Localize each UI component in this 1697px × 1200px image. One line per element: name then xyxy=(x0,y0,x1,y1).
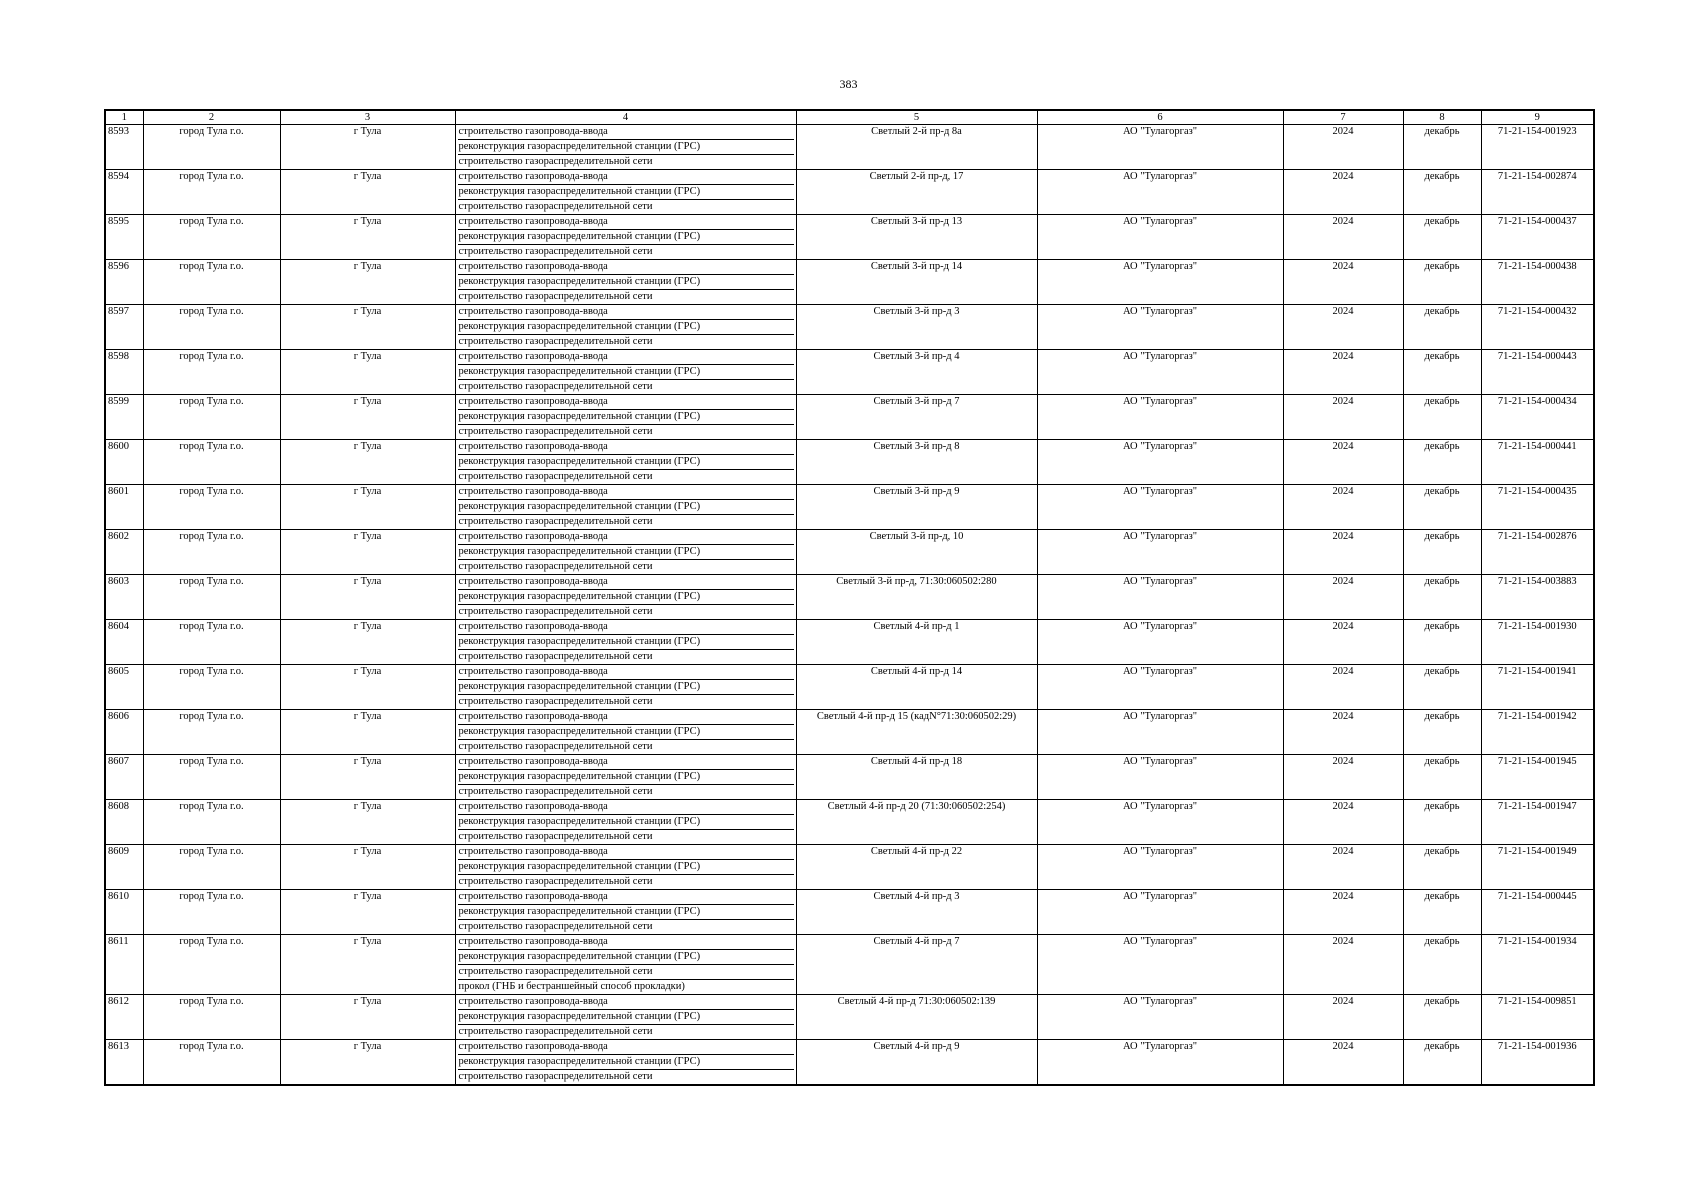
table-row xyxy=(105,575,1594,620)
locality-cell: г Тула xyxy=(280,395,455,440)
table-row xyxy=(105,710,1594,755)
address-cell: Светлый 3-й пр-д 8 xyxy=(796,440,1037,485)
year-cell: 2024 xyxy=(1283,260,1403,305)
table-row xyxy=(105,215,1594,260)
month-cell: декабрь xyxy=(1403,260,1481,305)
works-cell xyxy=(455,125,796,170)
code-cell: 71-21-154-002876 xyxy=(1481,530,1594,575)
work-item: строительство газораспределительной сети xyxy=(458,336,653,347)
code-cell: 71-21-154-000445 xyxy=(1481,890,1594,935)
work-item: строительство газораспределительной сети xyxy=(458,786,653,797)
row-number: 8605 xyxy=(105,665,143,710)
month-cell: декабрь xyxy=(1403,530,1481,575)
address-cell: Светлый 4-й пр-д 14 xyxy=(796,665,1037,710)
work-item: реконструкция газораспределительной станции (ГРС) xyxy=(458,635,794,650)
month-cell: декабрь xyxy=(1403,485,1481,530)
code-cell: 71-21-154-000437 xyxy=(1481,215,1594,260)
work-item: строительство газораспределительной сети xyxy=(458,381,653,392)
organization-cell: АО "Тулагоргаз" xyxy=(1037,620,1283,665)
work-item: строительство газопровода-ввода xyxy=(458,890,794,905)
municipality-cell: город Тула г.о. xyxy=(143,620,280,665)
locality-cell: г Тула xyxy=(280,530,455,575)
code-cell: 71-21-154-001930 xyxy=(1481,620,1594,665)
row-number: 8602 xyxy=(105,530,143,575)
code-cell: 71-21-154-002874 xyxy=(1481,170,1594,215)
organization-cell: АО "Тулагоргаз" xyxy=(1037,530,1283,575)
month-cell: декабрь xyxy=(1403,575,1481,620)
work-item: строительство газораспределительной сети xyxy=(458,606,653,617)
address-cell: Светлый 3-й пр-д 9 xyxy=(796,485,1037,530)
work-item: реконструкция газораспределительной станции (ГРС) xyxy=(458,905,794,920)
work-item: строительство газораспределительной сети xyxy=(458,561,653,572)
table-row xyxy=(105,485,1594,530)
year-cell: 2024 xyxy=(1283,755,1403,800)
work-item: реконструкция газораспределительной станции (ГРС) xyxy=(458,320,794,335)
work-item: реконструкция газораспределительной станции (ГРС) xyxy=(458,680,794,695)
work-item: строительство газораспределительной сети xyxy=(458,696,653,707)
header-row xyxy=(105,110,1594,125)
locality-cell: г Тула xyxy=(280,845,455,890)
code-cell: 71-21-154-000435 xyxy=(1481,485,1594,530)
works-cell xyxy=(455,710,796,755)
month-cell: декабрь xyxy=(1403,755,1481,800)
work-item: строительство газопровода-ввода xyxy=(458,350,794,365)
municipality-cell: город Тула г.о. xyxy=(143,350,280,395)
address-cell: Светлый 4-й пр-д 9 xyxy=(796,1040,1037,1086)
work-item: строительство газораспределительной сети xyxy=(458,831,653,842)
organization-cell: АО "Тулагоргаз" xyxy=(1037,800,1283,845)
work-item: реконструкция газораспределительной станции (ГРС) xyxy=(458,950,794,965)
locality-cell: г Тула xyxy=(280,710,455,755)
locality-cell: г Тула xyxy=(280,755,455,800)
municipality-cell: город Тула г.о. xyxy=(143,575,280,620)
works-cell xyxy=(455,440,796,485)
address-cell: Светлый 4-й пр-д 20 (71:30:060502:254) xyxy=(796,800,1037,845)
municipality-cell: город Тула г.о. xyxy=(143,440,280,485)
code-cell: 71-21-154-000441 xyxy=(1481,440,1594,485)
locality-cell: г Тула xyxy=(280,890,455,935)
municipality-cell: город Тула г.о. xyxy=(143,485,280,530)
municipality-cell: город Тула г.о. xyxy=(143,215,280,260)
page-number: 383 xyxy=(839,77,858,91)
year-cell: 2024 xyxy=(1283,530,1403,575)
year-cell: 2024 xyxy=(1283,800,1403,845)
organization-cell: АО "Тулагоргаз" xyxy=(1037,710,1283,755)
locality-cell: г Тула xyxy=(280,440,455,485)
locality-cell: г Тула xyxy=(280,305,455,350)
address-cell: Светлый 2-й пр-д, 17 xyxy=(796,170,1037,215)
row-number: 8606 xyxy=(105,710,143,755)
month-cell: декабрь xyxy=(1403,995,1481,1040)
row-number: 8611 xyxy=(105,935,143,995)
table-row xyxy=(105,935,1594,995)
work-item: строительство газопровода-ввода xyxy=(458,845,794,860)
row-number: 8613 xyxy=(105,1040,143,1086)
row-number: 8594 xyxy=(105,170,143,215)
work-item: прокол (ГНБ и бестраншейный способ прокладки) xyxy=(458,981,685,992)
work-item: реконструкция газораспределительной станции (ГРС) xyxy=(458,455,794,470)
table-row xyxy=(105,350,1594,395)
address-cell: Светлый 4-й пр-д 1 xyxy=(796,620,1037,665)
column-header: 2 xyxy=(143,110,280,125)
municipality-cell: город Тула г.о. xyxy=(143,260,280,305)
organization-cell: АО "Тулагоргаз" xyxy=(1037,845,1283,890)
work-item: строительство газопровода-ввода xyxy=(458,935,794,950)
organization-cell: АО "Тулагоргаз" xyxy=(1037,305,1283,350)
month-cell: декабрь xyxy=(1403,890,1481,935)
works-cell xyxy=(455,260,796,305)
row-number: 8596 xyxy=(105,260,143,305)
work-item: строительство газораспределительной сети xyxy=(458,651,653,662)
work-item: строительство газопровода-ввода xyxy=(458,440,794,455)
works-cell xyxy=(455,1040,796,1086)
table-row xyxy=(105,125,1594,170)
code-cell: 71-21-154-001945 xyxy=(1481,755,1594,800)
locality-cell: г Тула xyxy=(280,215,455,260)
column-header: 1 xyxy=(105,110,143,125)
organization-cell: АО "Тулагоргаз" xyxy=(1037,395,1283,440)
works-cell xyxy=(455,800,796,845)
table-row xyxy=(105,620,1594,665)
work-item: строительство газораспределительной сети xyxy=(458,426,653,437)
work-item: строительство газопровода-ввода xyxy=(458,485,794,500)
work-item: реконструкция газораспределительной станции (ГРС) xyxy=(458,185,794,200)
organization-cell: АО "Тулагоргаз" xyxy=(1037,1040,1283,1086)
year-cell: 2024 xyxy=(1283,350,1403,395)
year-cell: 2024 xyxy=(1283,305,1403,350)
row-number: 8608 xyxy=(105,800,143,845)
year-cell: 2024 xyxy=(1283,440,1403,485)
address-cell: Светлый 4-й пр-д 7 xyxy=(796,935,1037,995)
month-cell: декабрь xyxy=(1403,800,1481,845)
row-number: 8599 xyxy=(105,395,143,440)
municipality-cell: город Тула г.о. xyxy=(143,755,280,800)
work-item: строительство газопровода-ввода xyxy=(458,125,794,140)
row-number: 8612 xyxy=(105,995,143,1040)
work-item: строительство газопровода-ввода xyxy=(458,665,794,680)
work-item: строительство газопровода-ввода xyxy=(458,395,794,410)
code-cell: 71-21-154-000438 xyxy=(1481,260,1594,305)
code-cell: 71-21-154-000434 xyxy=(1481,395,1594,440)
table-row xyxy=(105,395,1594,440)
code-cell: 71-21-154-000432 xyxy=(1481,305,1594,350)
work-item: строительство газораспределительной сети xyxy=(458,201,653,212)
works-cell xyxy=(455,530,796,575)
code-cell: 71-21-154-001923 xyxy=(1481,125,1594,170)
month-cell: декабрь xyxy=(1403,845,1481,890)
work-item: строительство газораспределительной сети xyxy=(458,471,653,482)
work-item: строительство газораспределительной сети xyxy=(458,921,653,932)
work-item: строительство газопровода-ввода xyxy=(458,170,794,185)
work-item: строительство газораспределительной сети xyxy=(458,965,794,980)
table-row xyxy=(105,800,1594,845)
works-cell xyxy=(455,620,796,665)
table-row xyxy=(105,845,1594,890)
work-item: строительство газораспределительной сети xyxy=(458,741,653,752)
municipality-cell: город Тула г.о. xyxy=(143,710,280,755)
work-item: реконструкция газораспределительной станции (ГРС) xyxy=(458,500,794,515)
column-header: 5 xyxy=(796,110,1037,125)
work-item: реконструкция газораспределительной станции (ГРС) xyxy=(458,590,794,605)
work-item: реконструкция газораспределительной станции (ГРС) xyxy=(458,140,794,155)
month-cell: декабрь xyxy=(1403,665,1481,710)
organization-cell: АО "Тулагоргаз" xyxy=(1037,440,1283,485)
work-item: реконструкция газораспределительной станции (ГРС) xyxy=(458,770,794,785)
table-row xyxy=(105,995,1594,1040)
work-item: реконструкция газораспределительной станции (ГРС) xyxy=(458,275,794,290)
year-cell: 2024 xyxy=(1283,170,1403,215)
organization-cell: АО "Тулагоргаз" xyxy=(1037,935,1283,995)
code-cell: 71-21-154-009851 xyxy=(1481,995,1594,1040)
works-cell xyxy=(455,890,796,935)
work-item: строительство газораспределительной сети xyxy=(458,1071,653,1082)
address-cell: Светлый 3-й пр-д 14 xyxy=(796,260,1037,305)
work-item: строительство газопровода-ввода xyxy=(458,575,794,590)
row-number: 8604 xyxy=(105,620,143,665)
work-item: строительство газопровода-ввода xyxy=(458,305,794,320)
column-header: 9 xyxy=(1481,110,1594,125)
row-number: 8607 xyxy=(105,755,143,800)
municipality-cell: город Тула г.о. xyxy=(143,1040,280,1086)
works-cell xyxy=(455,395,796,440)
row-number: 8610 xyxy=(105,890,143,935)
work-item: строительство газопровода-ввода xyxy=(458,530,794,545)
code-cell: 71-21-154-001934 xyxy=(1481,935,1594,995)
organization-cell: АО "Тулагоргаз" xyxy=(1037,260,1283,305)
works-cell xyxy=(455,995,796,1040)
address-cell: Светлый 4-й пр-д 18 xyxy=(796,755,1037,800)
table-row xyxy=(105,890,1594,935)
locality-cell: г Тула xyxy=(280,260,455,305)
organization-cell: АО "Тулагоргаз" xyxy=(1037,350,1283,395)
row-number: 8601 xyxy=(105,485,143,530)
locality-cell: г Тула xyxy=(280,170,455,215)
organization-cell: АО "Тулагоргаз" xyxy=(1037,485,1283,530)
work-item: реконструкция газораспределительной станции (ГРС) xyxy=(458,1010,794,1025)
organization-cell: АО "Тулагоргаз" xyxy=(1037,575,1283,620)
municipality-cell: город Тула г.о. xyxy=(143,170,280,215)
works-cell xyxy=(455,170,796,215)
month-cell: декабрь xyxy=(1403,935,1481,995)
code-cell: 71-21-154-001941 xyxy=(1481,665,1594,710)
month-cell: декабрь xyxy=(1403,620,1481,665)
column-header: 6 xyxy=(1037,110,1283,125)
municipality-cell: город Тула г.о. xyxy=(143,845,280,890)
organization-cell: АО "Тулагоргаз" xyxy=(1037,125,1283,170)
row-number: 8598 xyxy=(105,350,143,395)
work-item: реконструкция газораспределительной станции (ГРС) xyxy=(458,725,794,740)
works-cell xyxy=(455,755,796,800)
work-item: строительство газораспределительной сети xyxy=(458,246,653,257)
table-row xyxy=(105,260,1594,305)
work-item: реконструкция газораспределительной станции (ГРС) xyxy=(458,365,794,380)
address-cell: Светлый 4-й пр-д 71:30:060502:139 xyxy=(796,995,1037,1040)
work-item: строительство газопровода-ввода xyxy=(458,215,794,230)
work-item: реконструкция газораспределительной станции (ГРС) xyxy=(458,410,794,425)
column-header: 3 xyxy=(280,110,455,125)
year-cell: 2024 xyxy=(1283,665,1403,710)
table-row xyxy=(105,530,1594,575)
row-number: 8609 xyxy=(105,845,143,890)
code-cell: 71-21-154-001936 xyxy=(1481,1040,1594,1086)
locality-cell: г Тула xyxy=(280,575,455,620)
table-row xyxy=(105,440,1594,485)
code-cell: 71-21-154-001949 xyxy=(1481,845,1594,890)
address-cell: Светлый 3-й пр-д 4 xyxy=(796,350,1037,395)
month-cell: декабрь xyxy=(1403,305,1481,350)
work-item: строительство газопровода-ввода xyxy=(458,260,794,275)
table-row xyxy=(105,170,1594,215)
year-cell: 2024 xyxy=(1283,1040,1403,1086)
work-item: реконструкция газораспределительной станции (ГРС) xyxy=(458,860,794,875)
work-item: строительство газопровода-ввода xyxy=(458,710,794,725)
work-item: строительство газораспределительной сети xyxy=(458,516,653,527)
organization-cell: АО "Тулагоргаз" xyxy=(1037,890,1283,935)
municipality-cell: город Тула г.о. xyxy=(143,665,280,710)
municipality-cell: город Тула г.о. xyxy=(143,995,280,1040)
work-item: строительство газопровода-ввода xyxy=(458,800,794,815)
municipality-cell: город Тула г.о. xyxy=(143,305,280,350)
municipality-cell: город Тула г.о. xyxy=(143,530,280,575)
work-item: строительство газораспределительной сети xyxy=(458,291,653,302)
year-cell: 2024 xyxy=(1283,485,1403,530)
code-cell: 71-21-154-003883 xyxy=(1481,575,1594,620)
work-item: строительство газораспределительной сети xyxy=(458,156,653,167)
table-row xyxy=(105,305,1594,350)
locality-cell: г Тула xyxy=(280,800,455,845)
locality-cell: г Тула xyxy=(280,935,455,995)
year-cell: 2024 xyxy=(1283,845,1403,890)
row-number: 8593 xyxy=(105,125,143,170)
work-item: строительство газопровода-ввода xyxy=(458,995,794,1010)
year-cell: 2024 xyxy=(1283,215,1403,260)
address-cell: Светлый 3-й пр-д 7 xyxy=(796,395,1037,440)
works-cell xyxy=(455,575,796,620)
work-item: реконструкция газораспределительной станции (ГРС) xyxy=(458,545,794,560)
work-item: реконструкция газораспределительной станции (ГРС) xyxy=(458,815,794,830)
organization-cell: АО "Тулагоргаз" xyxy=(1037,755,1283,800)
month-cell: декабрь xyxy=(1403,350,1481,395)
year-cell: 2024 xyxy=(1283,935,1403,995)
table-body xyxy=(105,125,1594,1086)
month-cell: декабрь xyxy=(1403,395,1481,440)
month-cell: декабрь xyxy=(1403,215,1481,260)
organization-cell: АО "Тулагоргаз" xyxy=(1037,665,1283,710)
month-cell: декабрь xyxy=(1403,170,1481,215)
locality-cell: г Тула xyxy=(280,665,455,710)
address-cell: Светлый 3-й пр-д 3 xyxy=(796,305,1037,350)
municipality-cell: город Тула г.о. xyxy=(143,890,280,935)
address-cell: Светлый 4-й пр-д 3 xyxy=(796,890,1037,935)
works-cell xyxy=(455,350,796,395)
month-cell: декабрь xyxy=(1403,710,1481,755)
works-cell xyxy=(455,845,796,890)
year-cell: 2024 xyxy=(1283,710,1403,755)
column-header: 8 xyxy=(1403,110,1481,125)
year-cell: 2024 xyxy=(1283,125,1403,170)
registry-table xyxy=(104,109,1595,1086)
work-item: строительство газопровода-ввода xyxy=(458,620,794,635)
table-row xyxy=(105,665,1594,710)
work-item: реконструкция газораспределительной станции (ГРС) xyxy=(458,230,794,245)
row-number: 8600 xyxy=(105,440,143,485)
row-number: 8597 xyxy=(105,305,143,350)
code-cell: 71-21-154-000443 xyxy=(1481,350,1594,395)
municipality-cell: город Тула г.о. xyxy=(143,395,280,440)
works-cell xyxy=(455,485,796,530)
address-cell: Светлый 3-й пр-д 13 xyxy=(796,215,1037,260)
locality-cell: г Тула xyxy=(280,350,455,395)
column-header: 7 xyxy=(1283,110,1403,125)
work-item: строительство газораспределительной сети xyxy=(458,876,653,887)
code-cell: 71-21-154-001947 xyxy=(1481,800,1594,845)
locality-cell: г Тула xyxy=(280,620,455,665)
works-cell xyxy=(455,215,796,260)
locality-cell: г Тула xyxy=(280,995,455,1040)
works-cell xyxy=(455,305,796,350)
works-cell xyxy=(455,935,796,995)
address-cell: Светлый 3-й пр-д, 71:30:060502:280 xyxy=(796,575,1037,620)
year-cell: 2024 xyxy=(1283,575,1403,620)
address-cell: Светлый 2-й пр-д 8а xyxy=(796,125,1037,170)
work-item: строительство газопровода-ввода xyxy=(458,1040,794,1055)
locality-cell: г Тула xyxy=(280,125,455,170)
year-cell: 2024 xyxy=(1283,395,1403,440)
column-header: 4 xyxy=(455,110,796,125)
address-cell: Светлый 4-й пр-д 15 (кадN°71:30:060502:29) xyxy=(796,710,1037,755)
work-item: строительство газораспределительной сети xyxy=(458,1026,653,1037)
row-number: 8595 xyxy=(105,215,143,260)
works-cell xyxy=(455,665,796,710)
address-cell: Светлый 3-й пр-д, 10 xyxy=(796,530,1037,575)
work-item: реконструкция газораспределительной станции (ГРС) xyxy=(458,1055,794,1070)
municipality-cell: город Тула г.о. xyxy=(143,125,280,170)
municipality-cell: город Тула г.о. xyxy=(143,935,280,995)
month-cell: декабрь xyxy=(1403,125,1481,170)
address-cell: Светлый 4-й пр-д 22 xyxy=(796,845,1037,890)
organization-cell: АО "Тулагоргаз" xyxy=(1037,995,1283,1040)
table-row xyxy=(105,1040,1594,1086)
year-cell: 2024 xyxy=(1283,995,1403,1040)
locality-cell: г Тула xyxy=(280,485,455,530)
work-item: строительство газопровода-ввода xyxy=(458,755,794,770)
year-cell: 2024 xyxy=(1283,620,1403,665)
organization-cell: АО "Тулагоргаз" xyxy=(1037,170,1283,215)
month-cell: декабрь xyxy=(1403,440,1481,485)
row-number: 8603 xyxy=(105,575,143,620)
organization-cell: АО "Тулагоргаз" xyxy=(1037,215,1283,260)
table-row xyxy=(105,755,1594,800)
year-cell: 2024 xyxy=(1283,890,1403,935)
municipality-cell: город Тула г.о. xyxy=(143,800,280,845)
code-cell: 71-21-154-001942 xyxy=(1481,710,1594,755)
locality-cell: г Тула xyxy=(280,1040,455,1086)
month-cell: декабрь xyxy=(1403,1040,1481,1086)
